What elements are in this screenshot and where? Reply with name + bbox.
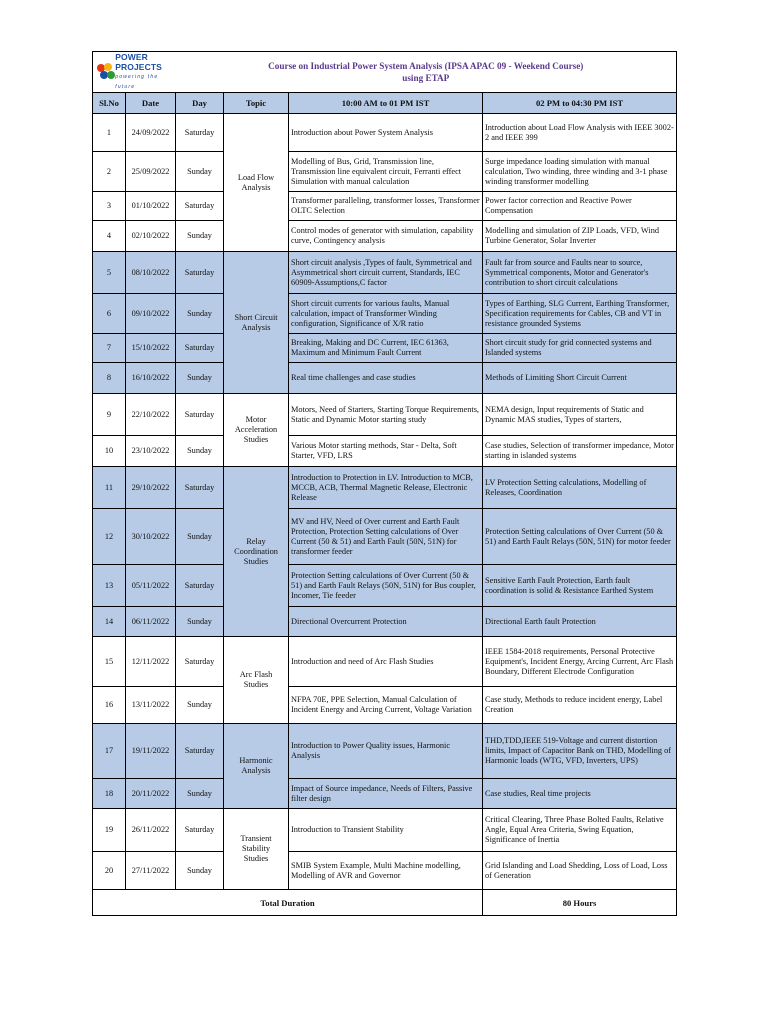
schedule-row — [93, 637, 677, 687]
row-date: 23/10/2022 — [126, 436, 176, 467]
row-date: 19/11/2022 — [126, 724, 176, 779]
row-morning-session: Short circuit currents for various faults, Manual calculation, impact of Transformer Winding configuration, Significance of X/R ratio — [289, 294, 483, 334]
total-duration-row — [93, 890, 677, 916]
row-number: 6 — [93, 294, 126, 334]
row-afternoon-session: Types of Earthing, SLG Current, Earthing Transformer, Specification requirements for Cables, CB and VT in resistance grounded Systems — [483, 294, 677, 334]
row-date: 12/11/2022 — [126, 637, 176, 687]
topic-cell: Harmonic Analysis — [224, 724, 289, 809]
row-morning-session: NFPA 70E, PPE Selection, Manual Calculation of Incident Energy and Arcing Current, Voltage Variation — [289, 687, 483, 724]
row-date: 08/10/2022 — [126, 252, 176, 294]
schedule-row — [93, 565, 677, 607]
row-day: Sunday — [176, 294, 224, 334]
topic-cell: Motor Acceleration Studies — [224, 394, 289, 467]
row-number: 10 — [93, 436, 126, 467]
row-day: Saturday — [176, 637, 224, 687]
row-day: Sunday — [176, 852, 224, 890]
schedule-row — [93, 294, 677, 334]
row-afternoon-session: NEMA design, Input requirements of Static and Dynamic MAS studies, Types of starters, — [483, 394, 677, 436]
row-number: 3 — [93, 192, 126, 221]
row-morning-session: Introduction to Transient Stability — [289, 809, 483, 852]
row-morning-session: Impact of Source impedance, Needs of Filters, Passive filter design — [289, 779, 483, 809]
row-morning-session: Real time challenges and case studies — [289, 363, 483, 394]
row-afternoon-session: Power factor correction and Reactive Power Compensation — [483, 192, 677, 221]
total-duration-value: 80 Hours — [483, 890, 677, 916]
row-morning-session: Transformer paralleling, transformer losses, Transformer OLTC Selection — [289, 192, 483, 221]
row-afternoon-session: IEEE 1584-2018 requirements, Personal Protective Equipment's, Incident Energy, Arcing Current, Arc Flash Boundary, Different Electrode Configuration — [483, 637, 677, 687]
row-number: 8 — [93, 363, 126, 394]
row-number: 20 — [93, 852, 126, 890]
row-afternoon-session: Sensitive Earth Fault Protection, Earth fault coordination is solid & Resistance Earthed System — [483, 565, 677, 607]
schedule-row — [93, 724, 677, 779]
row-afternoon-session: Modelling and simulation of ZIP Loads, VFD, Wind Turbine Generator, Solar Inverter — [483, 221, 677, 252]
row-date: 01/10/2022 — [126, 192, 176, 221]
schedule-row — [93, 467, 677, 509]
row-afternoon-session: Fault far from source and Faults near to source, Symmetrical components, Motor and Generator's contribution to short circuit calculations — [483, 252, 677, 294]
row-day: Saturday — [176, 252, 224, 294]
schedule-row — [93, 114, 677, 152]
row-afternoon-session: LV Protection Setting calculations, Modelling of Releases, Coordination — [483, 467, 677, 509]
row-day: Sunday — [176, 221, 224, 252]
schedule-row — [93, 852, 677, 890]
schedule-row — [93, 809, 677, 852]
row-number: 18 — [93, 779, 126, 809]
row-date: 30/10/2022 — [126, 509, 176, 565]
row-number: 12 — [93, 509, 126, 565]
row-number: 19 — [93, 809, 126, 852]
row-morning-session: Modelling of Bus, Grid, Transmission line, Transmission line equivalent circuit, Ferranti effect Simulation with manual calculation — [289, 152, 483, 192]
course-schedule-sheet — [92, 51, 676, 916]
logo-name: POWER PROJECTS — [115, 52, 162, 72]
row-day: Sunday — [176, 436, 224, 467]
row-date: 22/10/2022 — [126, 394, 176, 436]
row-date: 15/10/2022 — [126, 334, 176, 363]
topic-cell: Transient Stability Studies — [224, 809, 289, 890]
row-afternoon-session: Case study, Methods to reduce incident energy, Label Creation — [483, 687, 677, 724]
row-afternoon-session: Directional Earth fault Protection — [483, 607, 677, 637]
row-number: 13 — [93, 565, 126, 607]
schedule-table — [92, 51, 677, 916]
row-morning-session: MV and HV, Need of Over current and Earth Fault Protection, Protection Setting calculations of Over Current (50 & 51) and Earth Fault (50N, 51N) for transformer feeder — [289, 509, 483, 565]
row-number: 14 — [93, 607, 126, 637]
row-morning-session: Control modes of generator with simulation, capability curve, Contingency analysis — [289, 221, 483, 252]
row-afternoon-session: Case studies, Selection of transformer impedance, Motor starting in islanded systems — [483, 436, 677, 467]
row-number: 11 — [93, 467, 126, 509]
topic-cell: Load Flow Analysis — [224, 114, 289, 252]
col-morning: 10:00 AM to 01 PM IST — [289, 93, 483, 114]
row-date: 05/11/2022 — [126, 565, 176, 607]
course-title-line1: Course on Industrial Power System Analysis (IPSA APAC 09 - Weekend Course) — [268, 61, 584, 71]
logo-mark-icon — [97, 63, 111, 81]
row-afternoon-session: Short circuit study for grid connected systems and Islanded systems — [483, 334, 677, 363]
topic-cell: Arc Flash Studies — [224, 637, 289, 724]
course-title — [176, 52, 677, 93]
schedule-row — [93, 687, 677, 724]
schedule-row — [93, 394, 677, 436]
row-date: 25/09/2022 — [126, 152, 176, 192]
row-morning-session: Introduction and need of Arc Flash Studies — [289, 637, 483, 687]
logo-cell — [93, 52, 176, 93]
row-date: 29/10/2022 — [126, 467, 176, 509]
row-day: Sunday — [176, 152, 224, 192]
row-number: 17 — [93, 724, 126, 779]
schedule-row — [93, 509, 677, 565]
row-date: 26/11/2022 — [126, 809, 176, 852]
schedule-row — [93, 334, 677, 363]
row-day: Sunday — [176, 509, 224, 565]
schedule-row — [93, 192, 677, 221]
schedule-row — [93, 252, 677, 294]
row-morning-session: Introduction to Protection in LV. Introduction to MCB, MCCB, ACB, Thermal Magnetic Release, Electronic Release — [289, 467, 483, 509]
row-date: 27/11/2022 — [126, 852, 176, 890]
company-logo — [95, 52, 174, 92]
row-afternoon-session: Critical Clearing, Three Phase Bolted Faults, Relative Angle, Equal Area Criteria, Swing Equation, Significance of Inertia — [483, 809, 677, 852]
row-date: 06/11/2022 — [126, 607, 176, 637]
row-date: 20/11/2022 — [126, 779, 176, 809]
row-number: 7 — [93, 334, 126, 363]
row-day: Saturday — [176, 724, 224, 779]
row-afternoon-session: THD,TDD,IEEE 519-Voltage and current distortion limits, Impact of Capacitor Bank on THD, Modelling of Harmonic loads (WTG, VFD, Inverters, UPS) — [483, 724, 677, 779]
row-day: Saturday — [176, 114, 224, 152]
row-number: 2 — [93, 152, 126, 192]
row-afternoon-session: Protection Setting calculations of Over Current (50 & 51) and Earth Fault Relays (50N, 51N) for motor feeder — [483, 509, 677, 565]
row-morning-session: Motors, Need of Starters, Starting Torque Requirements, Static and Dynamic Motor starting study — [289, 394, 483, 436]
row-day: Saturday — [176, 809, 224, 852]
col-topic: Topic — [224, 93, 289, 114]
schedule-row — [93, 363, 677, 394]
title-row — [93, 52, 677, 93]
col-day: Day — [176, 93, 224, 114]
row-number: 15 — [93, 637, 126, 687]
total-duration-label: Total Duration — [93, 890, 483, 916]
row-morning-session: Breaking, Making and DC Current, IEC 61363, Maximum and Minimum Fault Current — [289, 334, 483, 363]
row-day: Saturday — [176, 192, 224, 221]
row-day: Saturday — [176, 467, 224, 509]
row-date: 24/09/2022 — [126, 114, 176, 152]
row-date: 16/10/2022 — [126, 363, 176, 394]
row-number: 9 — [93, 394, 126, 436]
row-day: Saturday — [176, 394, 224, 436]
schedule-rows — [93, 114, 677, 890]
row-afternoon-session: Methods of Limiting Short Circuit Current — [483, 363, 677, 394]
topic-cell: Relay Coordination Studies — [224, 467, 289, 637]
row-afternoon-session: Introduction about Load Flow Analysis with IEEE 3002-2 and IEEE 399 — [483, 114, 677, 152]
row-number: 1 — [93, 114, 126, 152]
logo-tagline: powering the future — [115, 74, 159, 90]
row-afternoon-session: Case studies, Real time projects — [483, 779, 677, 809]
row-number: 16 — [93, 687, 126, 724]
row-day: Sunday — [176, 779, 224, 809]
row-morning-session: Introduction to Power Quality issues, Harmonic Analysis — [289, 724, 483, 779]
schedule-row — [93, 152, 677, 192]
row-day: Saturday — [176, 565, 224, 607]
column-header-row — [93, 93, 677, 114]
row-date: 13/11/2022 — [126, 687, 176, 724]
row-morning-session: Protection Setting calculations of Over Current (50 & 51) and Earth Fault Relays (50N, 51N) for Bus coupler, Incomer, Tie feeder — [289, 565, 483, 607]
row-morning-session: Short circuit analysis ,Types of fault, Symmetrical and Asymmetrical short circuit current, Standards, IEC 60909-Assumptions,C factor — [289, 252, 483, 294]
row-afternoon-session: Surge impedance loading simulation with manual calculation, Two winding, three winding and 3-1 phase winding transformer modelling — [483, 152, 677, 192]
row-morning-session: Various Motor starting methods, Star - Delta, Soft Starter, VFD, LRS — [289, 436, 483, 467]
row-date: 09/10/2022 — [126, 294, 176, 334]
topic-cell: Short Circuit Analysis — [224, 252, 289, 394]
row-number: 4 — [93, 221, 126, 252]
col-date: Date — [126, 93, 176, 114]
col-afternoon: 02 PM to 04:30 PM IST — [483, 93, 677, 114]
row-date: 02/10/2022 — [126, 221, 176, 252]
row-morning-session: Directional Overcurrent Protection — [289, 607, 483, 637]
row-number: 5 — [93, 252, 126, 294]
row-day: Saturday — [176, 334, 224, 363]
row-day: Sunday — [176, 363, 224, 394]
course-title-line2: using ETAP — [402, 73, 450, 83]
col-slno: Sl.No — [93, 93, 126, 114]
row-day: Sunday — [176, 607, 224, 637]
schedule-row — [93, 436, 677, 467]
row-morning-session: Introduction about Power System Analysis — [289, 114, 483, 152]
schedule-row — [93, 779, 677, 809]
row-afternoon-session: Grid Islanding and Load Shedding, Loss of Load, Loss of Generation — [483, 852, 677, 890]
schedule-row — [93, 607, 677, 637]
schedule-row — [93, 221, 677, 252]
row-morning-session: SMIB System Example, Multi Machine modelling, Modelling of AVR and Governor — [289, 852, 483, 890]
row-day: Sunday — [176, 687, 224, 724]
